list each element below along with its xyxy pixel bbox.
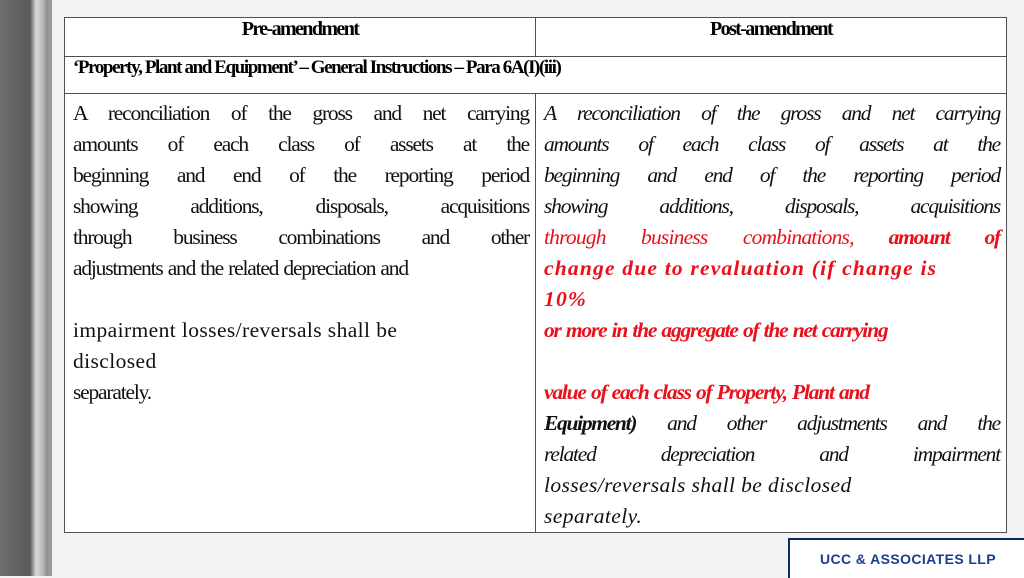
post-line-8: or more in the aggregate of the net carrying [544, 318, 888, 342]
post-spacer [544, 346, 1000, 377]
pre-line-5: through business combinations and other [73, 225, 529, 249]
post-line-1: A reconciliation of the gross and net carrying [544, 101, 1000, 125]
pre-line-3: beginning and end of the reporting period [73, 163, 529, 187]
post-line-5-bold: amount of [888, 225, 1000, 249]
pre-line-4: showing additions, disposals, acquisitions [73, 194, 529, 218]
pre-line-7: impairment losses/reversals shall be [73, 318, 398, 342]
pre-line-1: A reconciliation of the gross and net carrying [73, 101, 529, 125]
table-body-row [65, 94, 1007, 533]
left-frame-decoration [0, 0, 48, 576]
post-line-13: separately. [544, 504, 643, 528]
pre-amendment-text [65, 94, 536, 533]
post-line-10 [544, 408, 1000, 439]
post-line-5-red: through business combinations, [544, 225, 854, 249]
post-line-11: related depreciation and impairment [544, 442, 1000, 466]
pre-line-6: adjustments and the related depreciation and [73, 256, 408, 280]
post-line-7: 10% [544, 287, 588, 311]
left-frame-edge [48, 0, 52, 576]
pre-spacer [73, 284, 529, 315]
section-subheading: ‘Property, Plant and Equipment’ – General Instructions – Para 6A(I)(iii) [65, 57, 1007, 94]
post-line-10-rest: and other adjustments and the [667, 411, 1000, 435]
post-line-3: beginning and end of the reporting period [544, 163, 1000, 187]
post-line-10-bold: Equipment) [544, 411, 637, 435]
post-line-9: value of each class of Property, Plant and [544, 380, 869, 404]
post-line-2: amounts of each class of assets at the [544, 132, 1000, 156]
pre-amendment-header: Pre-amendment [65, 18, 536, 57]
post-line-12: losses/reversals shall be disclosed [544, 473, 852, 497]
amendment-comparison-table [64, 17, 1007, 533]
post-line-6: change due to revaluation (if change is [544, 256, 938, 280]
pre-line-2: amounts of each class of assets at the [73, 132, 529, 156]
table-header-row [65, 18, 1007, 57]
post-amendment-header: Post-amendment [536, 18, 1007, 57]
pre-line-8: disclosed [73, 349, 157, 373]
table-subheading-row [65, 57, 1007, 94]
post-line-4: showing additions, disposals, acquisitions [544, 194, 1000, 218]
pre-line-9: separately. [73, 380, 151, 404]
post-line-5 [544, 222, 1000, 253]
post-amendment-text [536, 94, 1007, 533]
company-brand-label: UCC & ASSOCIATES LLP [788, 538, 1024, 578]
